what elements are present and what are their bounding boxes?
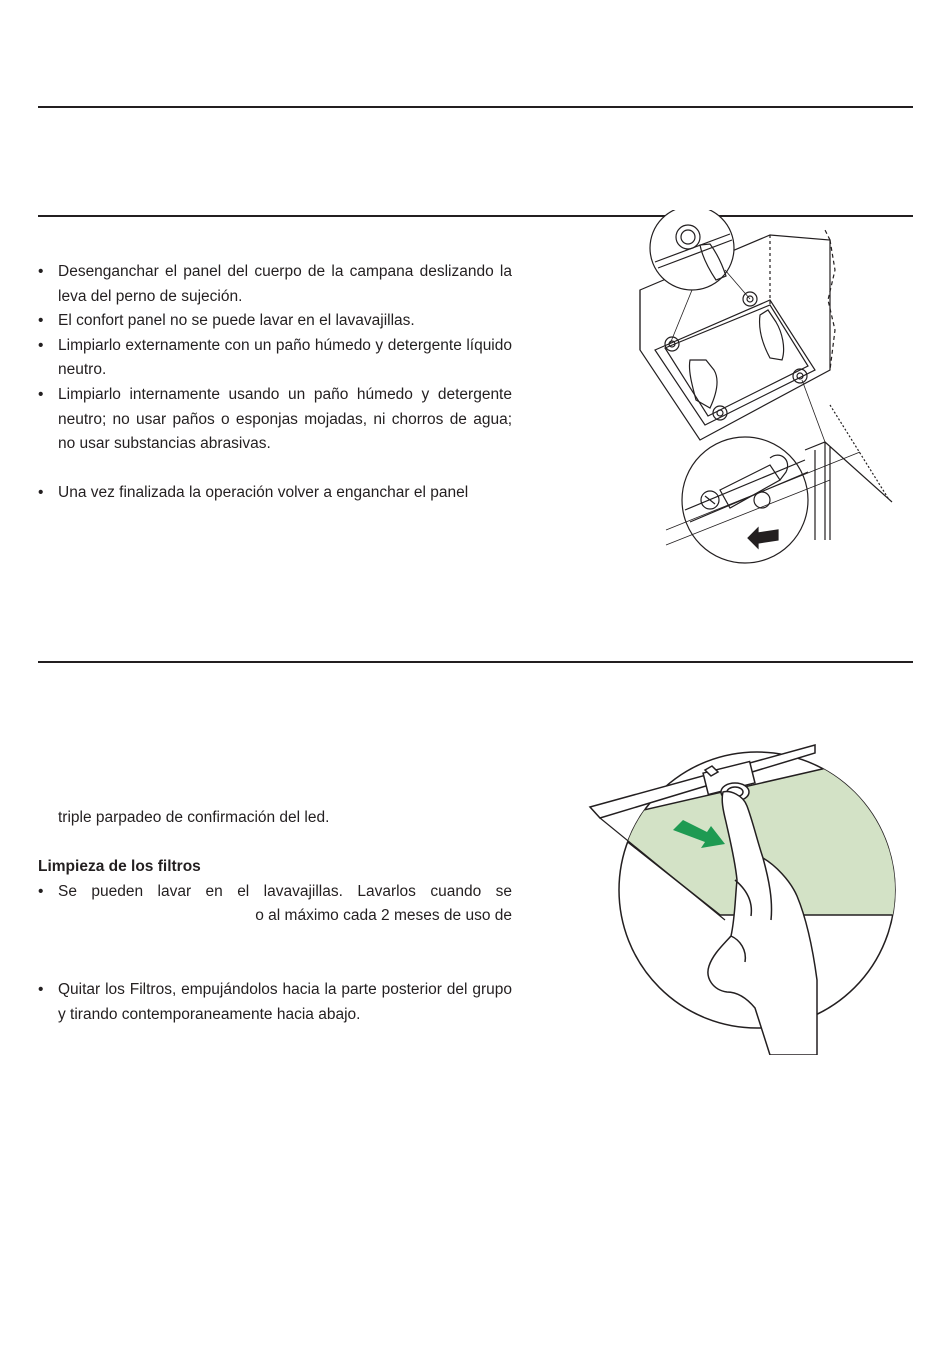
- list-item-continuation: o al máximo cada 2 meses de uso de: [255, 907, 512, 925]
- panel-removal-illustration: [630, 210, 900, 570]
- filter-section: [38, 806, 512, 1027]
- section-divider-filters: [38, 661, 913, 663]
- list-item: • Limpiarlo externamente con un paño húmedo y detergente líquido neutro.: [38, 334, 512, 383]
- led-confirm-text: triple parpadeo de confirmación del led.: [58, 809, 330, 826]
- list-item: • Quitar los Filtros, empujándolos hacia la parte posterior del grupo y tirando contemporaneamente hacia abajo.: [38, 978, 512, 1027]
- panel-cleaning-list: [38, 260, 512, 506]
- list-item: • Desenganchar el panel del cuerpo de la campana deslizando la leva del perno de sujeción.: [38, 260, 512, 309]
- list-item: • Se pueden lavar en el lavavajillas. Lavarlos cuando se: [38, 880, 512, 905]
- filter-removal-illustration: [585, 740, 900, 1055]
- list-item: • Limpiarlo internamente usando un paño húmedo y detergente neutro; no usar paños o esponjas mojadas, ni chorros de agua; no usar substancias abrasivas.: [38, 383, 512, 457]
- list-item: • Una vez finalizada la operación volver a enganchar el panel: [38, 481, 512, 506]
- filters-heading: Limpieza de los filtros: [38, 858, 201, 876]
- top-divider: [38, 106, 913, 108]
- list-item: • El confort panel no se puede lavar en el lavavajillas.: [38, 309, 512, 334]
